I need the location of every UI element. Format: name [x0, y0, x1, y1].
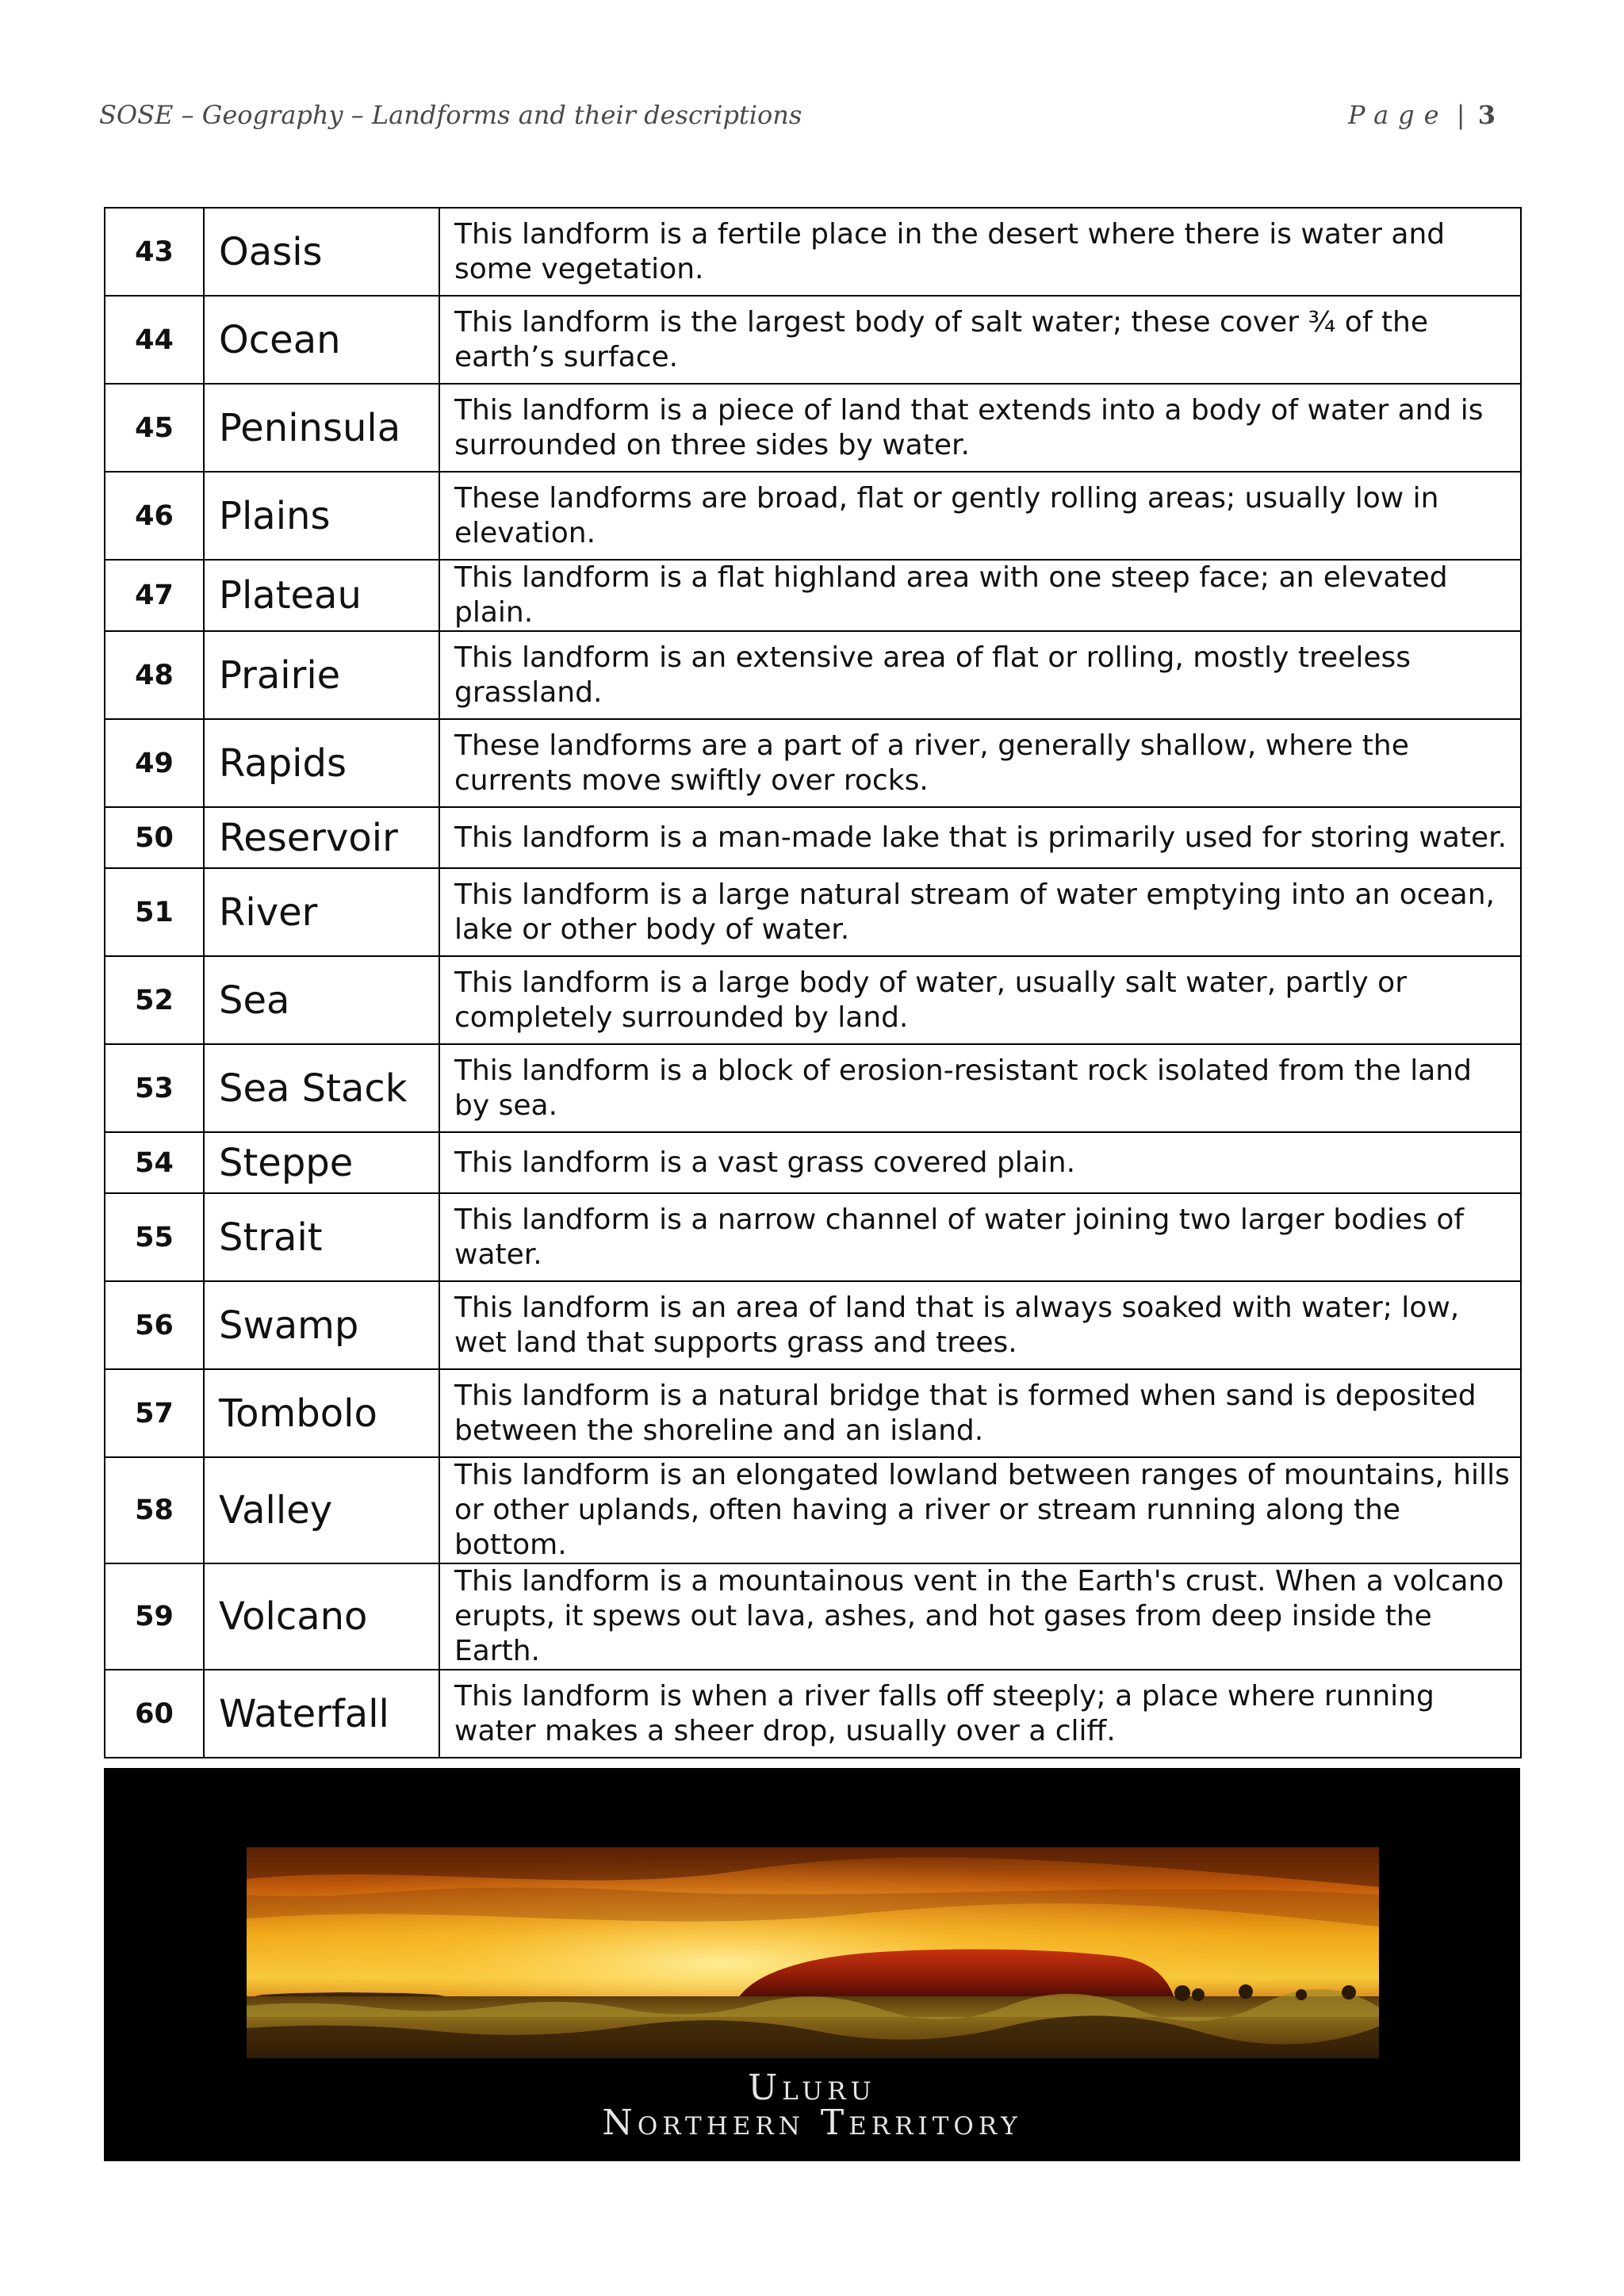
landform-description: This landform is an extensive area of flat or rolling, mostly treeless grassland.	[439, 631, 1521, 719]
table-row	[105, 1193, 1521, 1281]
table-row	[105, 1044, 1521, 1132]
row-number: 48	[105, 631, 204, 719]
uluru-banner	[104, 1768, 1520, 2161]
landform-description: These landforms are broad, flat or gently rolling areas; usually low in elevation.	[439, 472, 1521, 560]
landform-name: Rapids	[204, 719, 439, 807]
uluru-photo	[247, 1847, 1379, 2058]
row-number: 49	[105, 719, 204, 807]
landform-description: This landform is an area of land that is always soaked with water; low, wet land that supports grass and trees.	[439, 1281, 1521, 1369]
landform-description: This landform is a large body of water, usually salt water, partly or completely surrounded by land.	[439, 956, 1521, 1044]
page-word: Page	[1348, 100, 1449, 130]
table-row	[105, 296, 1521, 384]
landform-description: This landform is when a river falls off steeply; a place where running water makes a sheer drop, usually over a cliff.	[439, 1670, 1521, 1758]
landform-name: Oasis	[204, 208, 439, 296]
table-row	[105, 1369, 1521, 1457]
landform-name: Tombolo	[204, 1369, 439, 1457]
landform-description: This landform is a man-made lake that is primarily used for storing water.	[439, 807, 1521, 868]
row-number: 54	[105, 1132, 204, 1193]
landform-description: This landform is a natural bridge that is formed when sand is deposited between the shoreline and an island.	[439, 1369, 1521, 1457]
table-row	[105, 472, 1521, 560]
table-row	[105, 719, 1521, 807]
table-row	[105, 868, 1521, 956]
page-number: 3	[1477, 100, 1496, 130]
table-row	[105, 208, 1521, 296]
page-separator: |	[1456, 100, 1465, 130]
row-number: 43	[105, 208, 204, 296]
landform-name: Volcano	[204, 1563, 439, 1670]
landform-name: Steppe	[204, 1132, 439, 1193]
landform-description: This landform is a piece of land that extends into a body of water and is surrounded on three sides by water.	[439, 384, 1521, 472]
table-row	[105, 1281, 1521, 1369]
landform-description: This landform is a mountainous vent in the Earth's crust. When a volcano erupts, it spews out lava, ashes, and hot gases from deep inside the Earth.	[439, 1563, 1521, 1670]
landform-name: Prairie	[204, 631, 439, 719]
landform-description: This landform is a large natural stream of water emptying into an ocean, lake or other body of water.	[439, 868, 1521, 956]
landform-name: Reservoir	[204, 807, 439, 868]
page-number-label	[1348, 100, 1496, 130]
landform-name: Plains	[204, 472, 439, 560]
landform-description: This landform is a vast grass covered plain.	[439, 1132, 1521, 1193]
landforms-table	[104, 207, 1522, 1758]
landform-name: Swamp	[204, 1281, 439, 1369]
row-number: 58	[105, 1457, 204, 1563]
row-number: 57	[105, 1369, 204, 1457]
landform-name: Strait	[204, 1193, 439, 1281]
table-row	[105, 807, 1521, 868]
row-number: 51	[105, 868, 204, 956]
row-number: 50	[105, 807, 204, 868]
row-number: 59	[105, 1563, 204, 1670]
landform-name: Ocean	[204, 296, 439, 384]
banner-caption-line1: Uluru	[748, 2068, 876, 2108]
landform-description: This landform is the largest body of salt water; these cover ¾ of the earth’s surface.	[439, 296, 1521, 384]
row-number: 55	[105, 1193, 204, 1281]
row-number: 60	[105, 1670, 204, 1758]
row-number: 46	[105, 472, 204, 560]
table-row	[105, 384, 1521, 472]
row-number: 53	[105, 1044, 204, 1132]
landform-name: Peninsula	[204, 384, 439, 472]
table-row	[105, 631, 1521, 719]
row-number: 52	[105, 956, 204, 1044]
landform-description: These landforms are a part of a river, generally shallow, where the currents move swiftly over rocks.	[439, 719, 1521, 807]
row-number: 47	[105, 560, 204, 631]
landform-name: River	[204, 868, 439, 956]
table-row	[105, 1457, 1521, 1563]
table-row	[105, 1132, 1521, 1193]
landform-name: Valley	[204, 1457, 439, 1563]
landform-description: This landform is a block of erosion-resistant rock isolated from the land by sea.	[439, 1044, 1521, 1132]
landform-name: Sea Stack	[204, 1044, 439, 1132]
banner-caption-line2: Northern Territory	[602, 2103, 1022, 2143]
landform-name: Waterfall	[204, 1670, 439, 1758]
table-row	[105, 560, 1521, 631]
table-row	[105, 1670, 1521, 1758]
uluru-sunset-image	[247, 1847, 1379, 2058]
running-header-title: SOSE – Geography – Landforms and their descriptions	[99, 100, 802, 130]
landform-name: Plateau	[204, 560, 439, 631]
landform-description: This landform is a flat highland area with one steep face; an elevated plain.	[439, 560, 1521, 631]
landform-description: This landform is an elongated lowland between ranges of mountains, hills or other uplands, often having a river or stream running along the bottom.	[439, 1457, 1521, 1563]
landform-description: This landform is a fertile place in the desert where there is water and some vegetation.	[439, 208, 1521, 296]
landform-name: Sea	[204, 956, 439, 1044]
landform-description: This landform is a narrow channel of water joining two larger bodies of water.	[439, 1193, 1521, 1281]
row-number: 56	[105, 1281, 204, 1369]
row-number: 44	[105, 296, 204, 384]
row-number: 45	[105, 384, 204, 472]
table-row	[105, 1563, 1521, 1670]
table-row	[105, 956, 1521, 1044]
